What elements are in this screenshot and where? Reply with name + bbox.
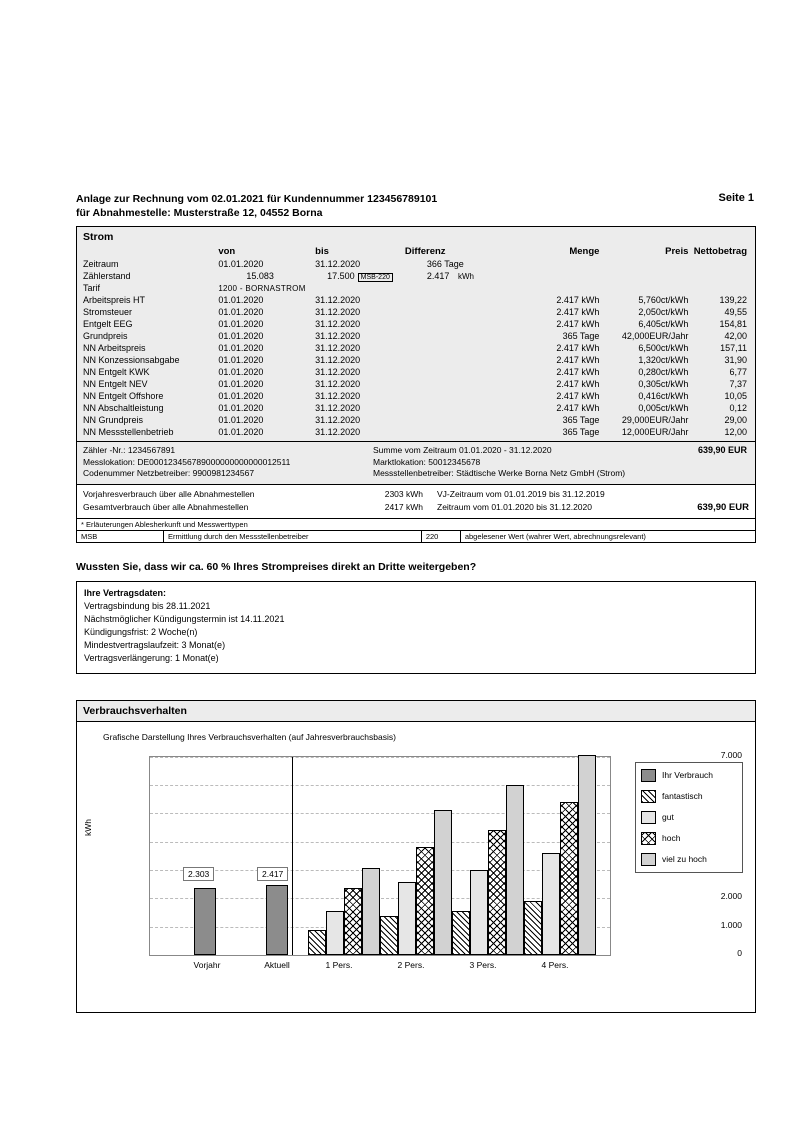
vertragsdaten-title: Ihre Vertragsdaten: bbox=[84, 587, 167, 598]
row-menge: 2.417 kWh bbox=[556, 307, 600, 317]
legend-swatch-gut bbox=[641, 811, 656, 824]
table-row bbox=[77, 414, 755, 426]
vertragsdaten-line: Vertragsbindung bis 28.11.2021 bbox=[84, 600, 211, 611]
chart-y-tick: 7.000 bbox=[720, 749, 742, 760]
row-netto: 6,77 bbox=[729, 367, 747, 377]
table-row bbox=[77, 318, 755, 330]
row-bis: 31.12.2020 bbox=[315, 307, 361, 317]
row-von: 01.01.2020 bbox=[218, 379, 264, 389]
chart-legend bbox=[635, 762, 743, 873]
row-von: 01.01.2020 bbox=[218, 355, 264, 365]
row-preis: 6,405ct/kWh bbox=[638, 319, 689, 329]
header-titles bbox=[76, 192, 437, 220]
chart-caption: Grafische Darstellung Ihres Verbrauchsverhalten (auf Jahresverbrauchsbasis) bbox=[103, 731, 396, 742]
col-header-bis: bis bbox=[315, 246, 329, 257]
meta-right bbox=[373, 445, 749, 480]
document-body bbox=[76, 192, 756, 1013]
verbrauchsverhalten-title: Verbrauchsverhalten bbox=[77, 701, 755, 722]
row-von: 15.083 bbox=[246, 271, 274, 281]
legend-swatch-fantastisch bbox=[641, 790, 656, 803]
grid-line bbox=[150, 813, 610, 814]
chart-bar-fantastisch-3p bbox=[452, 911, 470, 955]
chart-bar-viel-zu-hoch-3p bbox=[506, 785, 524, 955]
verbrauchsverhalten-section bbox=[76, 700, 756, 1013]
row-von: 01.01.2020 bbox=[218, 295, 264, 305]
row-von: 01.01.2020 bbox=[218, 259, 264, 269]
chart-y-axis-label: kWh bbox=[83, 818, 93, 836]
gesamt-betrag: 639,90 EUR bbox=[697, 501, 749, 513]
table-header-row bbox=[77, 245, 755, 258]
chart-x-tick-3pers: 3 Pers. bbox=[469, 959, 497, 970]
chart-legend-item bbox=[641, 811, 737, 824]
col-header-preis: Preis bbox=[665, 246, 689, 257]
grid-line bbox=[150, 842, 610, 843]
grid-line bbox=[150, 870, 610, 871]
col-header-menge: Menge bbox=[569, 246, 600, 257]
row-menge: 2.417 kWh bbox=[556, 355, 600, 365]
chart-bar-gut-4p bbox=[542, 853, 560, 955]
row-bis: 31.12.2020 bbox=[315, 319, 361, 329]
legend-code-msb: MSB bbox=[77, 531, 164, 542]
chart-bar-fantastisch-2p bbox=[380, 916, 398, 955]
chart-y-tick: 0 bbox=[737, 947, 742, 958]
row-menge: 2.417 kWh bbox=[556, 403, 600, 413]
row-label: Zählerstand bbox=[83, 271, 131, 281]
row-bis: 31.12.2020 bbox=[315, 295, 361, 305]
legend-row bbox=[77, 531, 755, 542]
vorjahr-label: Vorjahresverbrauch über alle Abnahmestellen bbox=[83, 488, 255, 499]
messstellenbetreiber: Messstellenbetreiber: Städtische Werke Borna Netz GmbH (Strom) bbox=[373, 468, 626, 478]
row-label: NN Entgelt KWK bbox=[83, 367, 150, 377]
row-menge: 365 Tage bbox=[562, 331, 600, 341]
page-number: Seite 1 bbox=[718, 192, 754, 204]
legend-desc-msb: Ermittlung durch den Messstellenbetreiber bbox=[164, 531, 422, 542]
vorjahr-section bbox=[76, 485, 756, 519]
legend-label: gut bbox=[662, 812, 674, 822]
vertragsdaten-section bbox=[76, 581, 756, 674]
chart-bar-viel-zu-hoch-2p bbox=[434, 810, 452, 955]
row-label: Stromsteuer bbox=[83, 307, 133, 317]
row-netto: 7,37 bbox=[729, 379, 747, 389]
row-label: NN Entgelt Offshore bbox=[83, 391, 164, 401]
chart-x-tick-aktuell: Aktuell bbox=[264, 959, 290, 970]
msb-tag: MSB-220 bbox=[358, 273, 393, 282]
row-preis: 0,305ct/kWh bbox=[638, 379, 689, 389]
vertragsdaten-line: Kündigungsfrist: 2 Woche(n) bbox=[84, 626, 198, 637]
col-header-von: von bbox=[218, 246, 236, 257]
vorjahr-menge: 2303 kWh bbox=[384, 488, 423, 499]
chart-y-tick: 2.000 bbox=[720, 890, 742, 901]
row-preis: 0,416ct/kWh bbox=[638, 391, 689, 401]
chart-bar-viel-zu-hoch-1p bbox=[362, 868, 380, 955]
row-preis: 42,000EUR/Jahr bbox=[621, 331, 689, 341]
marktlokation: Marktlokation: 50012345678 bbox=[373, 456, 481, 467]
table-row bbox=[77, 366, 755, 378]
row-differenz bbox=[405, 270, 526, 282]
row-label: Tarif bbox=[83, 283, 101, 293]
row-netto: 0,12 bbox=[729, 403, 747, 413]
chart-x-tick-vorjahr: Vorjahr bbox=[193, 959, 221, 970]
grid-line bbox=[150, 898, 610, 899]
chart-legend-item bbox=[641, 769, 737, 782]
chart-bar-fantastisch-1p bbox=[308, 930, 326, 955]
grid-line bbox=[150, 785, 610, 786]
vorjahr-zeitraum: VJ-Zeitraum vom 01.01.2019 bis 31.12.2019 bbox=[437, 488, 605, 499]
legend-label: hoch bbox=[662, 833, 681, 843]
col-header-differenz: Differenz bbox=[404, 246, 446, 257]
chart-y-tick: 1.000 bbox=[720, 919, 742, 930]
row-netto: 42,00 bbox=[724, 331, 747, 341]
document-header bbox=[76, 192, 756, 220]
table-row-zeitraum bbox=[77, 258, 755, 270]
chart-legend-item bbox=[641, 790, 737, 803]
row-von: 01.01.2020 bbox=[218, 331, 264, 341]
vorjahr-row-2 bbox=[83, 501, 749, 514]
chart-bar-gut-1p bbox=[326, 911, 344, 955]
gesamt-zeitraum: Zeitraum vom 01.01.2020 bis 31.12.2020 bbox=[437, 501, 592, 512]
row-bis: 31.12.2020 bbox=[315, 415, 361, 425]
chart-container bbox=[77, 722, 755, 1012]
legend-swatch-hoch bbox=[641, 832, 656, 845]
row-von: 01.01.2020 bbox=[218, 367, 264, 377]
row-menge: 2.417 kWh bbox=[556, 295, 600, 305]
col-header-label bbox=[77, 245, 218, 258]
row-netto: 12,00 bbox=[724, 427, 747, 437]
legend-code-220: 220 bbox=[422, 531, 461, 542]
table-row bbox=[77, 390, 755, 402]
chart-plot-area bbox=[149, 756, 611, 956]
row-label: NN Messstellenbetrieb bbox=[83, 427, 174, 437]
table-row bbox=[77, 294, 755, 306]
row-label: Arbeitspreis HT bbox=[83, 295, 146, 305]
row-bis: 31.12.2020 bbox=[315, 355, 361, 365]
row-von: 01.01.2020 bbox=[218, 343, 264, 353]
table-row bbox=[77, 342, 755, 354]
chart-bar-hoch-2p bbox=[416, 847, 434, 955]
row-bis: 31.12.2020 bbox=[315, 379, 361, 389]
header-line-2: für Abnahmestelle: Musterstraße 12, 04552 Borna bbox=[76, 207, 323, 219]
row-preis: 29,000EUR/Jahr bbox=[621, 415, 689, 425]
row-von: 01.01.2020 bbox=[218, 391, 264, 401]
chart-legend-item bbox=[641, 853, 737, 866]
row-netto: 29,00 bbox=[724, 415, 747, 425]
vertragsdaten-line: Vertragsverlängerung: 1 Monat(e) bbox=[84, 652, 219, 663]
table-row-zaehlerstand bbox=[77, 270, 755, 282]
summe-label: Summe vom Zeitraum 01.01.2020 - 31.12.2020 bbox=[373, 445, 552, 455]
row-label: Zeitraum bbox=[83, 259, 119, 269]
table-row bbox=[77, 378, 755, 390]
vertragsdaten-line: Nächstmöglicher Kündigungstermin ist 14.11.2021 bbox=[84, 613, 285, 624]
tarif-value: 1200 - BORNASTROM bbox=[218, 284, 306, 293]
chart-bar-gut-2p bbox=[398, 882, 416, 955]
consumption-chart bbox=[83, 748, 742, 983]
table-row bbox=[77, 330, 755, 342]
chart-annotation-aktuell: 2.417 bbox=[257, 867, 288, 881]
row-preis: 0,280ct/kWh bbox=[638, 367, 689, 377]
legend-label: Ihr Verbrauch bbox=[662, 770, 714, 780]
legend-title: * Erläuterungen Ablesherkunft und Messwerttypen bbox=[77, 519, 755, 531]
meta-left bbox=[83, 445, 373, 480]
row-von: 01.01.2020 bbox=[218, 307, 264, 317]
row-menge: 2.417 kWh bbox=[556, 319, 600, 329]
messlokation: Messlokation: DE000123456789000000000000012511 bbox=[83, 456, 291, 467]
summe-betrag: 639,90 EUR bbox=[697, 445, 747, 455]
chart-bar-fantastisch-4p bbox=[524, 901, 542, 955]
gesamt-label: Gesamtverbrauch über alle Abnahmestellen bbox=[83, 501, 249, 512]
row-bis: 31.12.2020 bbox=[315, 391, 361, 401]
zaehlerstand-diff-value: 2.417 bbox=[426, 271, 450, 281]
row-menge: 365 Tage bbox=[562, 427, 600, 437]
row-label: Grundpreis bbox=[83, 331, 128, 341]
legend-section bbox=[76, 519, 756, 543]
codenummer: Codenummer Netzbetreiber: 9900981234567 bbox=[83, 468, 255, 478]
chart-legend-item bbox=[641, 832, 737, 845]
row-netto: 31,90 bbox=[724, 355, 747, 365]
col-header-nettobetrag: Nettobetrag bbox=[693, 246, 747, 257]
row-von: 01.01.2020 bbox=[218, 403, 264, 413]
info-question: Wussten Sie, dass wir ca. 60 % Ihres Strompreises direkt an Dritte weitergeben? bbox=[76, 560, 477, 573]
chart-bar-hoch-4p bbox=[560, 802, 578, 955]
grid-line bbox=[150, 757, 610, 758]
row-von: 01.01.2020 bbox=[218, 427, 264, 437]
vorjahr-row-1 bbox=[83, 488, 749, 501]
row-netto: 10,05 bbox=[724, 391, 747, 401]
strom-table bbox=[77, 245, 755, 438]
legend-desc-220: abgelesener Wert (wahrer Wert, abrechnungsrelevant) bbox=[464, 531, 646, 541]
row-preis: 6,500ct/kWh bbox=[638, 343, 689, 353]
chart-bar-hoch-3p bbox=[488, 830, 506, 955]
row-menge: 2.417 kWh bbox=[556, 379, 600, 389]
row-menge: 2.417 kWh bbox=[556, 391, 600, 401]
row-netto: 157,11 bbox=[720, 343, 747, 353]
row-menge: 365 Tage bbox=[562, 415, 600, 425]
row-label: NN Entgelt NEV bbox=[83, 379, 148, 389]
row-bis: 31.12.2020 bbox=[315, 427, 361, 437]
table-row bbox=[77, 306, 755, 318]
row-differenz: 366 Tage bbox=[426, 259, 464, 269]
chart-bar-gut-3p bbox=[470, 870, 488, 955]
chart-bar-hoch-1p bbox=[344, 888, 362, 955]
vertragsdaten-line: Mindestvertragslaufzeit: 3 Monat(e) bbox=[84, 639, 226, 650]
chart-group-divider bbox=[292, 757, 293, 955]
table-row bbox=[77, 354, 755, 366]
table-row-tarif bbox=[77, 282, 755, 294]
row-menge: 2.417 kWh bbox=[556, 343, 600, 353]
row-label: NN Grundpreis bbox=[83, 415, 144, 425]
legend-label: viel zu hoch bbox=[662, 854, 707, 864]
row-netto: 49,55 bbox=[724, 307, 747, 317]
zaehlerstand-diff-unit: kWh bbox=[457, 272, 474, 281]
chart-bar-ihr-verbrauch-vorjahr bbox=[194, 888, 216, 955]
legend-label: fantastisch bbox=[662, 791, 703, 801]
legend-swatch-ihr-verbrauch bbox=[641, 769, 656, 782]
row-menge: 2.417 kWh bbox=[556, 367, 600, 377]
row-preis: 12,000EUR/Jahr bbox=[621, 427, 689, 437]
chart-bar-viel-zu-hoch-4p bbox=[578, 755, 596, 955]
table-row bbox=[77, 402, 755, 414]
row-preis: 2,050ct/kWh bbox=[638, 307, 689, 317]
row-preis: 5,760ct/kWh bbox=[638, 295, 689, 305]
meta-block bbox=[77, 442, 755, 484]
row-preis: 0,005ct/kWh bbox=[638, 403, 689, 413]
row-bis bbox=[315, 270, 405, 282]
header-line-1: Anlage zur Rechnung vom 02.01.2021 für Kundennummer 123456789101 bbox=[76, 193, 438, 205]
zaehlerstand-bis-value: 17.500 bbox=[327, 271, 355, 281]
chart-annotation-vorjahr: 2.303 bbox=[183, 867, 214, 881]
summe-row bbox=[373, 445, 749, 457]
row-von: 01.01.2020 bbox=[218, 415, 264, 425]
chart-x-tick-2pers: 2 Pers. bbox=[397, 959, 425, 970]
table-row bbox=[77, 426, 755, 438]
row-bis: 31.12.2020 bbox=[315, 331, 361, 341]
row-label: NN Abschaltleistung bbox=[83, 403, 164, 413]
row-von: 01.01.2020 bbox=[218, 319, 264, 329]
row-label: NN Konzessionsabgabe bbox=[83, 355, 180, 365]
chart-x-tick-4pers: 4 Pers. bbox=[541, 959, 569, 970]
row-preis: 1,320ct/kWh bbox=[638, 355, 689, 365]
row-label: NN Arbeitspreis bbox=[83, 343, 146, 353]
gesamt-menge: 2417 kWh bbox=[384, 501, 423, 512]
row-bis: 31.12.2020 bbox=[315, 367, 361, 377]
legend-swatch-viel-zu-hoch bbox=[641, 853, 656, 866]
chart-bar-ihr-verbrauch-aktuell bbox=[266, 885, 288, 955]
row-bis: 31.12.2020 bbox=[315, 403, 361, 413]
row-bis: 31.12.2020 bbox=[315, 259, 361, 269]
zaehler-nr: Zähler -Nr.: 1234567891 bbox=[83, 445, 176, 455]
row-netto: 154,81 bbox=[719, 319, 747, 329]
row-netto: 139,22 bbox=[719, 295, 747, 305]
chart-x-tick-1pers: 1 Pers. bbox=[325, 959, 353, 970]
row-bis: 31.12.2020 bbox=[315, 343, 361, 353]
row-label: Entgelt EEG bbox=[83, 319, 133, 329]
strom-title: Strom bbox=[83, 231, 114, 243]
strom-section bbox=[76, 226, 756, 485]
